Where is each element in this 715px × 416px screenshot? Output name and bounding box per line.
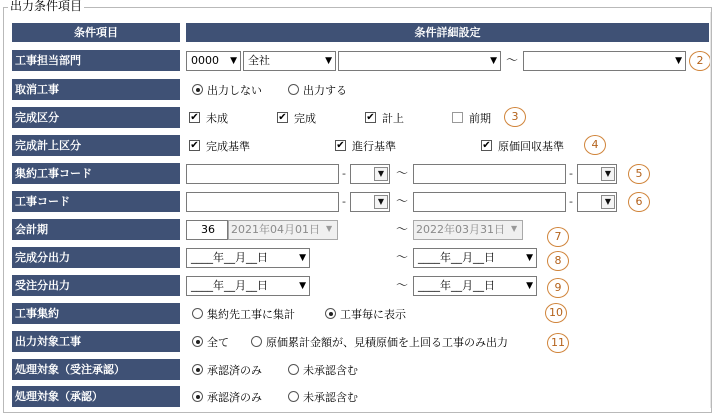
summary-code-from-input[interactable] xyxy=(186,164,339,184)
completion-output-to-date[interactable]: ____年__月__日 ▼ xyxy=(413,248,537,268)
callout-badge: 11 xyxy=(547,333,569,353)
chevron-down-icon[interactable]: ▼ xyxy=(601,195,615,209)
dash: - xyxy=(569,195,573,208)
dash: - xyxy=(342,167,346,180)
checkbox-cost-recovery-basis[interactable]: ✔ 原価回収基準 xyxy=(482,139,564,153)
fiscal-period-input[interactable]: 36 xyxy=(186,220,228,240)
label-process-approval: 処理対象（承認） xyxy=(12,386,180,407)
radio-icon xyxy=(325,308,336,319)
chevron-down-icon: ▼ xyxy=(490,56,497,66)
check-icon: ✔ xyxy=(278,112,287,123)
callout-badge: 7 xyxy=(547,227,569,247)
label-completion-basis: 完成計上区分 xyxy=(12,135,180,156)
checkbox-uncompleted[interactable]: ✔ 未成 xyxy=(190,111,228,125)
dept-name-value: 全社 xyxy=(248,54,270,67)
check-icon: ✔ xyxy=(336,140,345,151)
radio-target-all[interactable]: 全て xyxy=(192,331,229,352)
callout-badge: 4 xyxy=(584,135,606,155)
callout-badge: 5 xyxy=(628,164,650,184)
order-output-to-date[interactable]: ____年__月__日 ▼ xyxy=(413,276,537,296)
callout-badge: 2 xyxy=(689,51,711,71)
label-process-order: 処理対象（受注承認） xyxy=(12,359,180,380)
range-tilde: ～ xyxy=(396,278,409,292)
chevron-down-icon: ▼ xyxy=(230,56,237,66)
label-target: 出力対象工事 xyxy=(12,331,180,352)
label-cancel: 取消工事 xyxy=(12,79,180,100)
checkbox-completed[interactable]: ✔ 完成 xyxy=(278,111,316,125)
range-tilde: ～ xyxy=(396,222,409,236)
radio-cancel-output[interactable]: 出力する xyxy=(288,79,347,100)
label-summary-code: 集約工事コード xyxy=(12,163,180,184)
range-tilde: ～ xyxy=(396,166,409,180)
radio-order-approved-only[interactable]: 承認済のみ xyxy=(192,359,262,380)
chevron-down-icon[interactable]: ▼ xyxy=(374,195,388,209)
radio-icon xyxy=(192,308,203,319)
chevron-down-icon: ▼ xyxy=(325,56,332,66)
range-tilde: ～ xyxy=(396,250,409,264)
label-dept: 工事担当部門 xyxy=(12,50,180,71)
radio-icon xyxy=(288,84,299,95)
range-tilde: ～ xyxy=(396,194,409,208)
range-tilde: ～ xyxy=(506,53,519,67)
chevron-down-icon: ▼ xyxy=(526,253,533,263)
dept-from-select[interactable] xyxy=(338,51,501,71)
fiscal-from-date: 2021年04月01日 xyxy=(228,220,338,240)
checkbox-empty-icon xyxy=(452,112,463,123)
check-icon: ✔ xyxy=(366,112,375,123)
completion-output-from-date[interactable]: ____年__月__日 ▼ xyxy=(186,248,310,268)
radio-icon xyxy=(288,391,299,402)
radio-icon xyxy=(192,336,203,347)
chevron-down-icon: ▼ xyxy=(675,56,682,66)
check-icon: ✔ xyxy=(190,112,199,123)
radio-approval-include-unapproved[interactable]: 未承認含む xyxy=(288,386,358,407)
summary-code-to-input[interactable] xyxy=(413,164,566,184)
callout-badge: 6 xyxy=(628,192,650,212)
right-edge-line xyxy=(710,12,711,408)
chevron-down-icon: ▼ xyxy=(299,281,306,291)
chevron-down-icon: ▼ xyxy=(526,281,533,291)
dash: - xyxy=(342,195,346,208)
label-aggregation: 工事集約 xyxy=(12,303,180,324)
fiscal-to-date: 2022年03月31日 xyxy=(413,220,523,240)
radio-icon xyxy=(288,364,299,375)
check-icon: ✔ xyxy=(482,140,491,151)
chevron-down-icon: ▼ xyxy=(326,224,333,233)
dept-name-select[interactable] xyxy=(243,51,336,71)
label-project-code: 工事コード xyxy=(12,191,180,212)
label-completion: 完成区分 xyxy=(12,107,180,128)
check-icon: ✔ xyxy=(190,140,199,151)
label-fiscal: 会計期 xyxy=(12,219,180,240)
radio-icon xyxy=(192,391,203,402)
chevron-down-icon: ▼ xyxy=(511,224,518,233)
radio-cancel-no-output[interactable]: 出力しない xyxy=(192,79,262,100)
checkbox-progress-basis[interactable]: ✔ 進行基準 xyxy=(336,139,396,153)
radio-approval-approved-only[interactable]: 承認済のみ xyxy=(192,386,262,407)
header-item: 条件項目 xyxy=(12,23,180,42)
dept-code-value: 0000 xyxy=(191,54,219,67)
section-title: 出力条件項目 xyxy=(10,0,83,13)
dept-to-select[interactable] xyxy=(523,51,686,71)
radio-icon xyxy=(192,364,203,375)
radio-order-include-unapproved[interactable]: 未承認含む xyxy=(288,359,358,380)
dept-code-select[interactable] xyxy=(186,51,241,71)
label-completion-output: 完成分出力 xyxy=(12,247,180,268)
checkbox-previous-term[interactable]: 前期 xyxy=(452,107,491,128)
chevron-down-icon: ▼ xyxy=(299,253,306,263)
order-output-from-date[interactable]: ____年__月__日 ▼ xyxy=(186,276,310,296)
radio-icon xyxy=(192,84,203,95)
chevron-down-icon[interactable]: ▼ xyxy=(601,167,615,181)
checkbox-recorded[interactable]: ✔ 計上 xyxy=(366,111,404,125)
callout-badge: 9 xyxy=(547,278,569,298)
project-code-to-input[interactable] xyxy=(413,192,566,212)
header-detail: 条件詳細設定 xyxy=(186,23,709,42)
dash: - xyxy=(569,167,573,180)
radio-aggregate-summary[interactable]: 集約先工事に集計 xyxy=(192,303,295,324)
label-order-output: 受注分出力 xyxy=(12,275,180,296)
project-code-from-input[interactable] xyxy=(186,192,339,212)
radio-icon xyxy=(251,336,262,347)
callout-badge: 10 xyxy=(545,303,567,323)
radio-show-each-project[interactable]: 工事毎に表示 xyxy=(325,303,406,324)
callout-badge: 8 xyxy=(547,251,569,271)
checkbox-completion-basis[interactable]: ✔ 完成基準 xyxy=(190,139,250,153)
chevron-down-icon[interactable]: ▼ xyxy=(374,167,388,181)
callout-badge: 3 xyxy=(504,107,526,127)
radio-target-over-estimate[interactable]: 原価累計金額が、見積原価を上回る工事のみ出力 xyxy=(251,331,508,352)
